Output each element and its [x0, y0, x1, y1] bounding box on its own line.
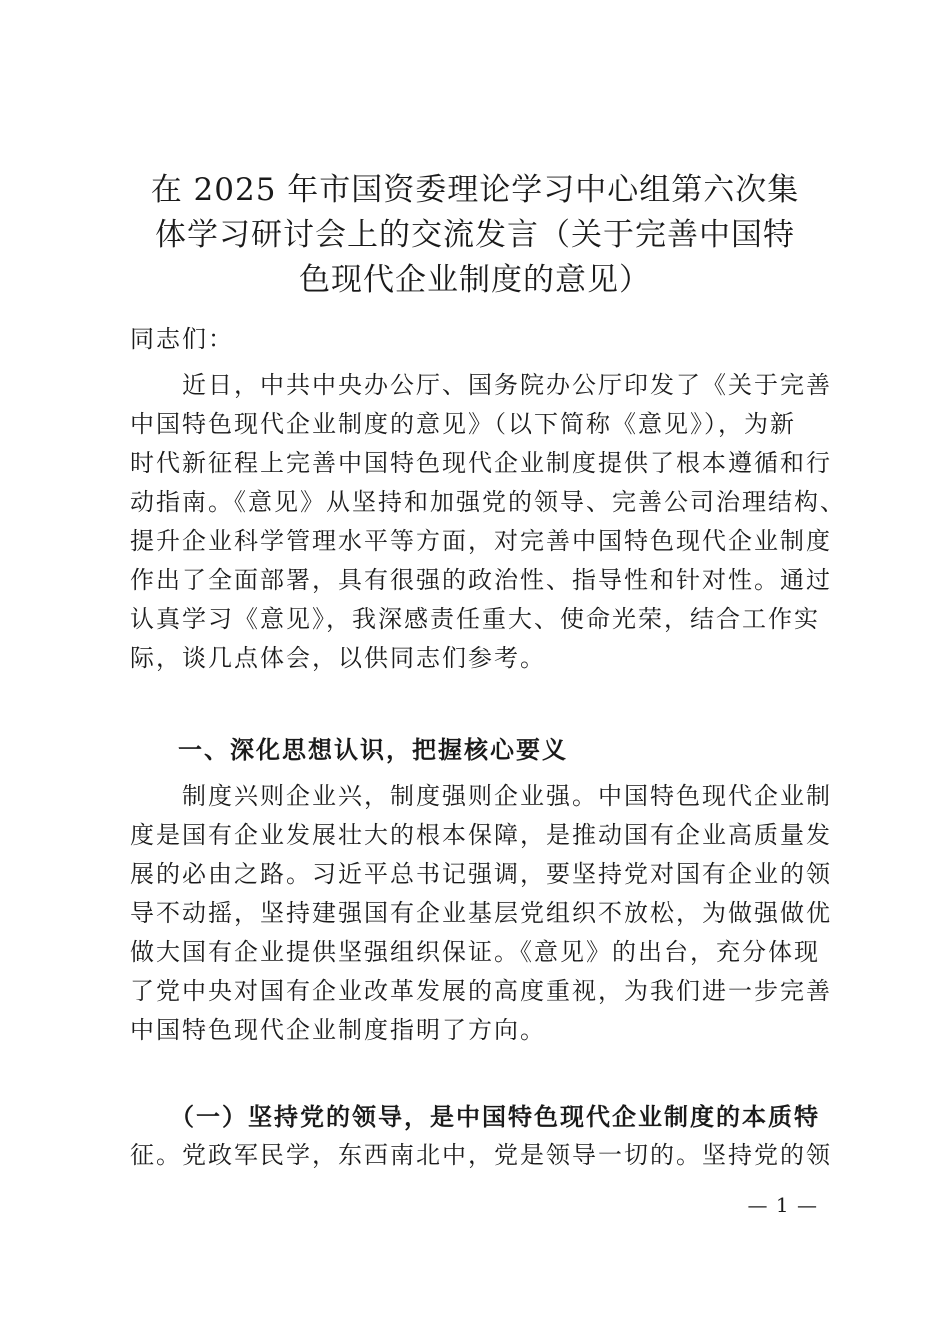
text-line: 提升企业科学管理水平等方面，对完善中国特色现代企业制度	[130, 527, 832, 555]
title-line: 体学习研讨会上的交流发言（关于完善中国特	[155, 217, 795, 253]
title-line: 在 2025 年市国资委理论学习中心组第六次集	[150, 172, 800, 208]
paragraph-section-one	[130, 777, 832, 1050]
subsection-heading: （一）坚持党的领导，是中国特色现代企业制度的本质特	[130, 1102, 820, 1131]
text-line: 中国特色现代企业制度指明了方向。	[130, 1016, 546, 1044]
text-line: 时代新征程上完善中国特色现代企业制度提供了根本遵循和行	[130, 449, 832, 477]
text-line: 近日，中共中央办公厅、国务院办公厅印发了《关于完善	[130, 371, 832, 399]
paragraph-intro	[130, 366, 846, 678]
section-heading: 一、深化思想认识，把握核心要义	[178, 735, 568, 764]
text-line: 认真学习《意见》，我深感责任重大、使命光荣，结合工作实	[130, 605, 820, 633]
text-line: 了党中央对国有企业改革发展的高度重视，为我们进一步完善	[130, 977, 832, 1005]
text-line: 做大国有企业提供坚强组织保证。《意见》的出台，充分体现	[130, 938, 820, 966]
text-line: 制度兴则企业兴，制度强则企业强。中国特色现代企业制	[130, 782, 832, 810]
page-number: — 1 —	[747, 1193, 818, 1217]
salutation: 同志们：	[130, 325, 234, 353]
text-line: 导不动摇，坚持建强国有企业基层党组织不放松，为做强做优	[130, 899, 832, 927]
text-line: 际，谈几点体会，以供同志们参考。	[130, 644, 546, 672]
text-line: 展的必由之路。习近平总书记强调，要坚持党对国有企业的领	[130, 860, 832, 888]
text-line: 度是国有企业发展壮大的根本保障，是推动国有企业高质量发	[130, 821, 832, 849]
text-line: 中国特色现代企业制度的意见》（以下简称《意见》），为新	[130, 410, 796, 438]
title-line: 色现代企业制度的意见）	[299, 262, 651, 298]
document-title	[118, 168, 832, 303]
text-line: 作出了全面部署，具有很强的政治性、指导性和针对性。通过	[130, 566, 832, 594]
text-line: 动指南。《意见》从坚持和加强党的领导、完善公司治理结构、	[130, 488, 846, 516]
text-line: 征。党政军民学，东西南北中，党是领导一切的。坚持党的领	[130, 1141, 832, 1169]
paragraph-subsection-one	[130, 1097, 832, 1175]
